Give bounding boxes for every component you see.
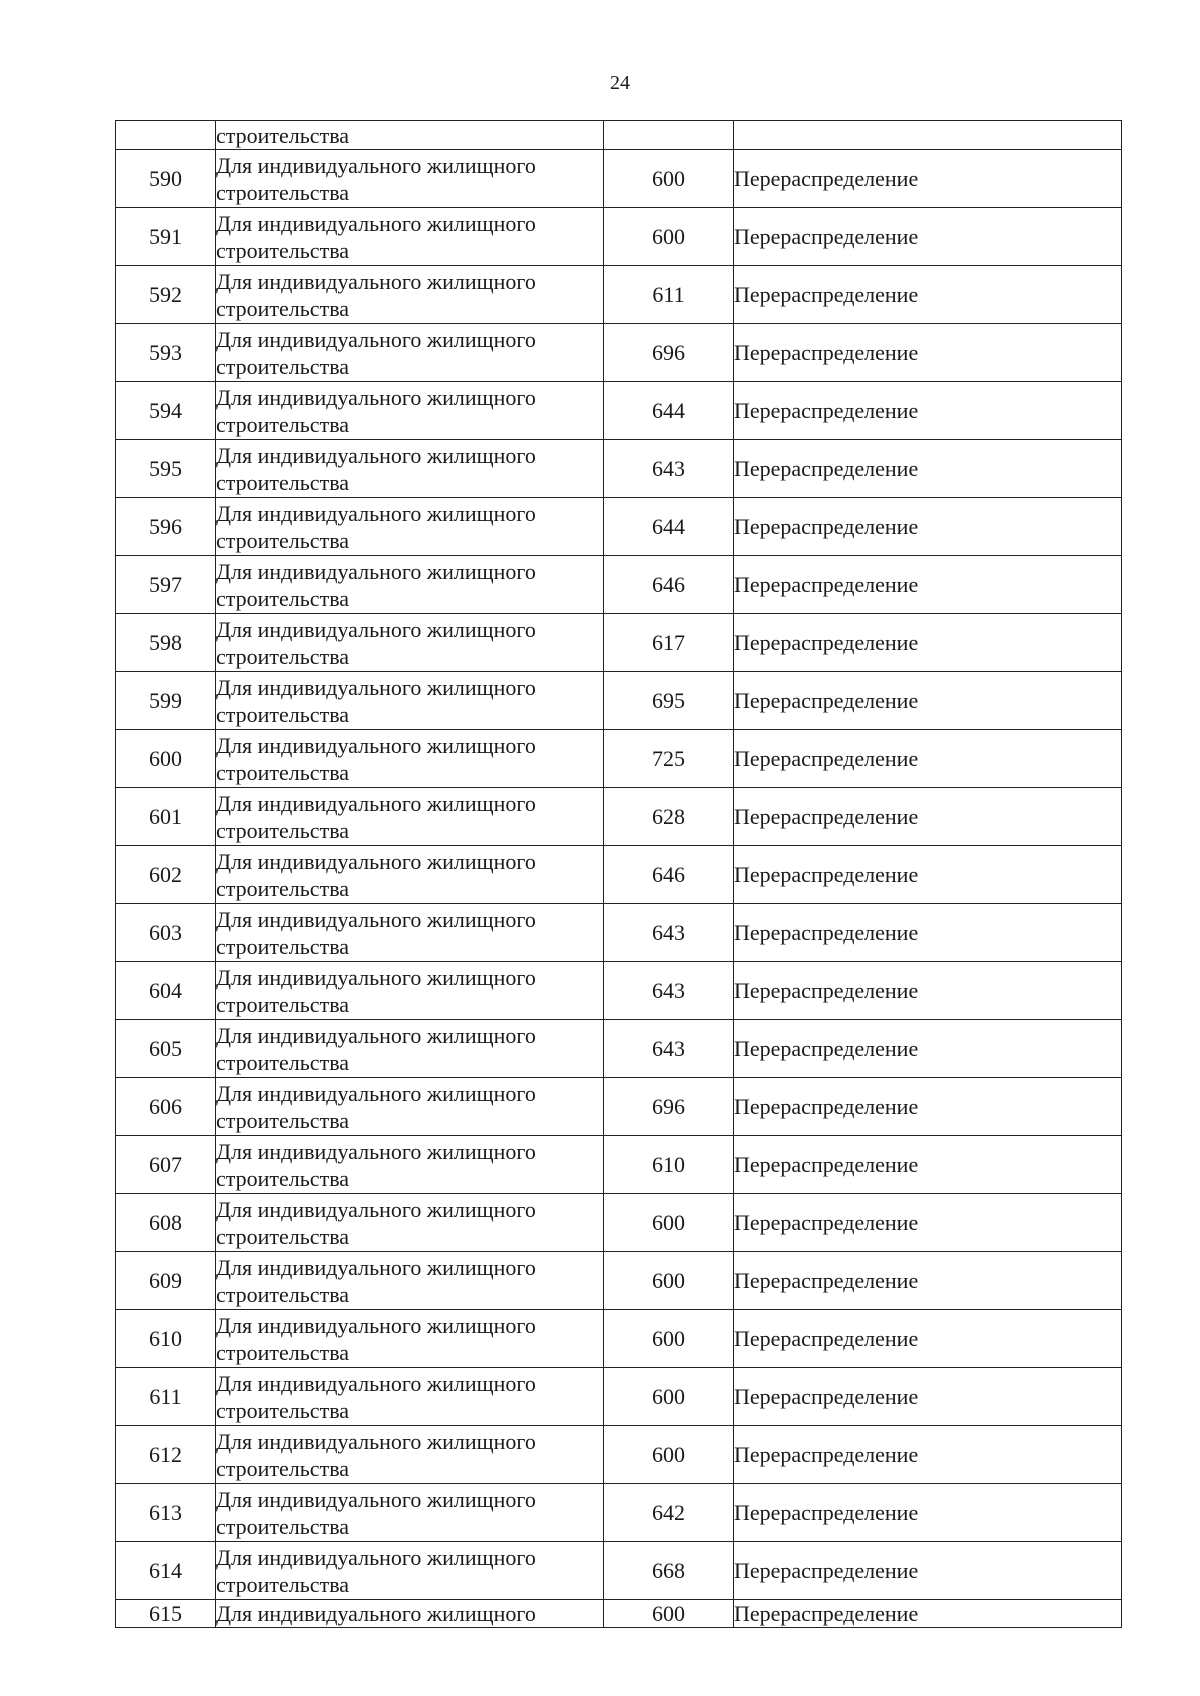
table-row (116, 382, 1122, 440)
table-row (116, 1484, 1122, 1542)
basis-cell: Перераспределение (734, 730, 1122, 788)
purpose-cell (216, 324, 604, 382)
basis-cell: Перераспределение (734, 266, 1122, 324)
purpose-line-2: строительства (216, 1397, 350, 1423)
purpose-cell (216, 672, 604, 730)
purpose-line-2: строительства (216, 759, 350, 785)
table-row (116, 1310, 1122, 1368)
basis-cell: Перераспределение (734, 1252, 1122, 1310)
purpose-line-2: строительства (216, 1049, 350, 1075)
purpose-cell (216, 382, 604, 440)
purpose-line-2: строительства (216, 875, 350, 901)
purpose-line-1: Для индивидуального жилищного (216, 1138, 536, 1164)
purpose-cell (216, 1368, 604, 1426)
row-number-cell: 596 (116, 498, 216, 556)
area-cell: 600 (604, 1310, 734, 1368)
purpose-line-2: строительства (216, 295, 350, 321)
area-cell: 725 (604, 730, 734, 788)
purpose-cell (216, 904, 604, 962)
row-number-cell: 612 (116, 1426, 216, 1484)
table-row (116, 440, 1122, 498)
basis-cell: Перераспределение (734, 498, 1122, 556)
purpose-line-1: Для индивидуального жилищного (216, 1196, 536, 1222)
purpose-line-1: Для индивидуального жилищного (216, 848, 536, 874)
purpose-cell (216, 1020, 604, 1078)
table-row (116, 788, 1122, 846)
purpose-line-1: Для индивидуального жилищного (216, 210, 536, 236)
purpose-line-2: строительства (216, 1513, 350, 1539)
basis-cell: Перераспределение (734, 150, 1122, 208)
purpose-line-2: строительства (216, 1571, 350, 1597)
basis-cell: Перераспределение (734, 556, 1122, 614)
basis-cell: Перераспределение (734, 1194, 1122, 1252)
purpose-cell (216, 266, 604, 324)
purpose-cell (216, 1136, 604, 1194)
purpose-line-1: Для индивидуального жилищного (216, 558, 536, 584)
purpose-line-1: Для индивидуального жилищного (216, 152, 536, 178)
row-number-cell: 604 (116, 962, 216, 1020)
table-row (116, 150, 1122, 208)
purpose-cell (216, 208, 604, 266)
land-plots-table (115, 120, 1122, 1628)
purpose-cell (216, 614, 604, 672)
row-number-cell (116, 121, 216, 150)
area-cell: 611 (604, 266, 734, 324)
basis-cell: Перераспределение (734, 672, 1122, 730)
basis-cell: Перераспределение (734, 962, 1122, 1020)
area-cell: 643 (604, 1020, 734, 1078)
purpose-line-1: Для индивидуального жилищного (216, 1022, 536, 1048)
purpose-line-2: строительства (216, 817, 350, 843)
purpose-cell (216, 1078, 604, 1136)
area-cell: 600 (604, 150, 734, 208)
purpose-line-2: строительства (216, 991, 350, 1017)
purpose-line-1: Для индивидуального жилищного (216, 384, 536, 410)
purpose-line-1: Для индивидуального жилищного (216, 790, 536, 816)
row-number-cell: 606 (116, 1078, 216, 1136)
area-cell: 668 (604, 1542, 734, 1600)
table-row (116, 962, 1122, 1020)
purpose-line-1: Для индивидуального жилищного (216, 1544, 536, 1570)
purpose-cell (216, 1484, 604, 1542)
purpose-line-2: строительства (216, 411, 350, 437)
area-cell: 643 (604, 440, 734, 498)
basis-cell (734, 121, 1122, 150)
row-number-cell: 603 (116, 904, 216, 962)
area-cell: 610 (604, 1136, 734, 1194)
purpose-line-1: Для индивидуального жилищного (216, 1312, 536, 1338)
purpose-line-2: строительства (216, 643, 350, 669)
row-number-cell: 613 (116, 1484, 216, 1542)
basis-cell: Перераспределение (734, 1310, 1122, 1368)
table-row (116, 1542, 1122, 1600)
purpose-cell (216, 788, 604, 846)
row-number-cell: 610 (116, 1310, 216, 1368)
row-number-cell: 594 (116, 382, 216, 440)
area-cell: 642 (604, 1484, 734, 1542)
row-number-cell: 601 (116, 788, 216, 846)
purpose-line-2: строительства (216, 527, 350, 553)
purpose-line-2: строительства (216, 1455, 350, 1481)
row-number-cell: 609 (116, 1252, 216, 1310)
table-row (116, 556, 1122, 614)
table-row (116, 266, 1122, 324)
row-number-cell: 605 (116, 1020, 216, 1078)
purpose-line-2: строительства (216, 179, 350, 205)
area-cell: 600 (604, 1194, 734, 1252)
purpose-cell: строительства (216, 121, 604, 150)
purpose-cell (216, 730, 604, 788)
table-row (116, 672, 1122, 730)
basis-cell: Перераспределение (734, 1542, 1122, 1600)
basis-cell: Перераспределение (734, 614, 1122, 672)
continuation-row (116, 121, 1122, 150)
area-cell: 646 (604, 556, 734, 614)
area-cell: 696 (604, 324, 734, 382)
basis-cell: Перераспределение (734, 324, 1122, 382)
area-cell: 600 (604, 1600, 734, 1628)
row-number-cell: 597 (116, 556, 216, 614)
row-number-cell: 592 (116, 266, 216, 324)
area-cell: 600 (604, 1252, 734, 1310)
area-cell: 644 (604, 498, 734, 556)
purpose-line-2: строительства (216, 585, 350, 611)
basis-cell: Перераспределение (734, 208, 1122, 266)
purpose-line-1: Для индивидуального жилищного (216, 442, 536, 468)
purpose-line-2: строительства (216, 237, 350, 263)
purpose-line-2: строительства (216, 701, 350, 727)
purpose-cell (216, 1194, 604, 1252)
table-row (116, 730, 1122, 788)
basis-cell: Перераспределение (734, 1426, 1122, 1484)
purpose-line-2: строительства (216, 933, 350, 959)
area-cell: 644 (604, 382, 734, 440)
table-row (116, 208, 1122, 266)
purpose-line-1: Для индивидуального жилищного (216, 326, 536, 352)
purpose-line-1: Для индивидуального жилищного (216, 616, 536, 642)
purpose-cell (216, 150, 604, 208)
basis-cell: Перераспределение (734, 1484, 1122, 1542)
purpose-line-2: строительства (216, 353, 350, 379)
purpose-cell (216, 1542, 604, 1600)
purpose-line-1: Для индивидуального жилищного (216, 732, 536, 758)
purpose-line-1: Для индивидуального жилищного (216, 964, 536, 990)
area-cell: 617 (604, 614, 734, 672)
table-row (116, 1368, 1122, 1426)
table-row (116, 1194, 1122, 1252)
area-cell: 695 (604, 672, 734, 730)
purpose-line-1: Для индивидуального жилищного (216, 268, 536, 294)
area-cell: 600 (604, 1426, 734, 1484)
table-row (116, 614, 1122, 672)
purpose-line-1: Для индивидуального жилищного (216, 1370, 536, 1396)
basis-cell: Перераспределение (734, 440, 1122, 498)
table-row (116, 1426, 1122, 1484)
purpose-cell (216, 440, 604, 498)
purpose-cell: Для индивидуального жилищного (216, 1600, 604, 1628)
purpose-line-1: Для индивидуального жилищного (216, 1428, 536, 1454)
area-cell: 696 (604, 1078, 734, 1136)
purpose-cell (216, 1310, 604, 1368)
table-body (116, 121, 1122, 1628)
basis-cell: Перераспределение (734, 788, 1122, 846)
area-cell (604, 121, 734, 150)
purpose-line-1: Для индивидуального жилищного (216, 906, 536, 932)
row-number-cell: 599 (116, 672, 216, 730)
row-number-cell: 600 (116, 730, 216, 788)
table-row (116, 904, 1122, 962)
row-number-cell: 593 (116, 324, 216, 382)
area-cell: 600 (604, 208, 734, 266)
purpose-cell (216, 962, 604, 1020)
basis-cell: Перераспределение (734, 382, 1122, 440)
basis-cell: Перераспределение (734, 904, 1122, 962)
row-number-cell: 614 (116, 1542, 216, 1600)
purpose-cell (216, 1252, 604, 1310)
purpose-line-2: строительства (216, 1165, 350, 1191)
purpose-line-2: строительства (216, 1107, 350, 1133)
purpose-cell (216, 1426, 604, 1484)
purpose-line-2: строительства (216, 1281, 350, 1307)
page-number: 24 (610, 72, 630, 94)
area-cell: 646 (604, 846, 734, 904)
purpose-line-1: Для индивидуального жилищного (216, 500, 536, 526)
area-cell: 628 (604, 788, 734, 846)
row-number-cell: 590 (116, 150, 216, 208)
purpose-line-1: Для индивидуального жилищного (216, 674, 536, 700)
table-row (116, 498, 1122, 556)
area-cell: 643 (604, 962, 734, 1020)
purpose-line-1: Для индивидуального жилищного (216, 1486, 536, 1512)
row-number-cell: 611 (116, 1368, 216, 1426)
row-number-cell: 615 (116, 1600, 216, 1628)
basis-cell: Перераспределение (734, 1368, 1122, 1426)
table-row-last (116, 1600, 1122, 1628)
basis-cell: Перераспределение (734, 846, 1122, 904)
purpose-line-1: Для индивидуального жилищного (216, 1080, 536, 1106)
table-row (116, 846, 1122, 904)
purpose-line-2: строительства (216, 469, 350, 495)
basis-cell: Перераспределение (734, 1078, 1122, 1136)
purpose-line-2: строительства (216, 1339, 350, 1365)
row-number-cell: 591 (116, 208, 216, 266)
area-cell: 600 (604, 1368, 734, 1426)
purpose-cell (216, 498, 604, 556)
area-cell: 643 (604, 904, 734, 962)
purpose-line-2: строительства (216, 1223, 350, 1249)
table-row (116, 1252, 1122, 1310)
table-row (116, 1020, 1122, 1078)
row-number-cell: 595 (116, 440, 216, 498)
row-number-cell: 598 (116, 614, 216, 672)
row-number-cell: 607 (116, 1136, 216, 1194)
table-row (116, 1078, 1122, 1136)
row-number-cell: 608 (116, 1194, 216, 1252)
purpose-cell (216, 556, 604, 614)
table-row (116, 1136, 1122, 1194)
table-row (116, 324, 1122, 382)
purpose-line-1: Для индивидуального жилищного (216, 1254, 536, 1280)
basis-cell: Перераспределение (734, 1136, 1122, 1194)
row-number-cell: 602 (116, 846, 216, 904)
basis-cell: Перераспределение (734, 1600, 1122, 1628)
basis-cell: Перераспределение (734, 1020, 1122, 1078)
purpose-cell (216, 846, 604, 904)
